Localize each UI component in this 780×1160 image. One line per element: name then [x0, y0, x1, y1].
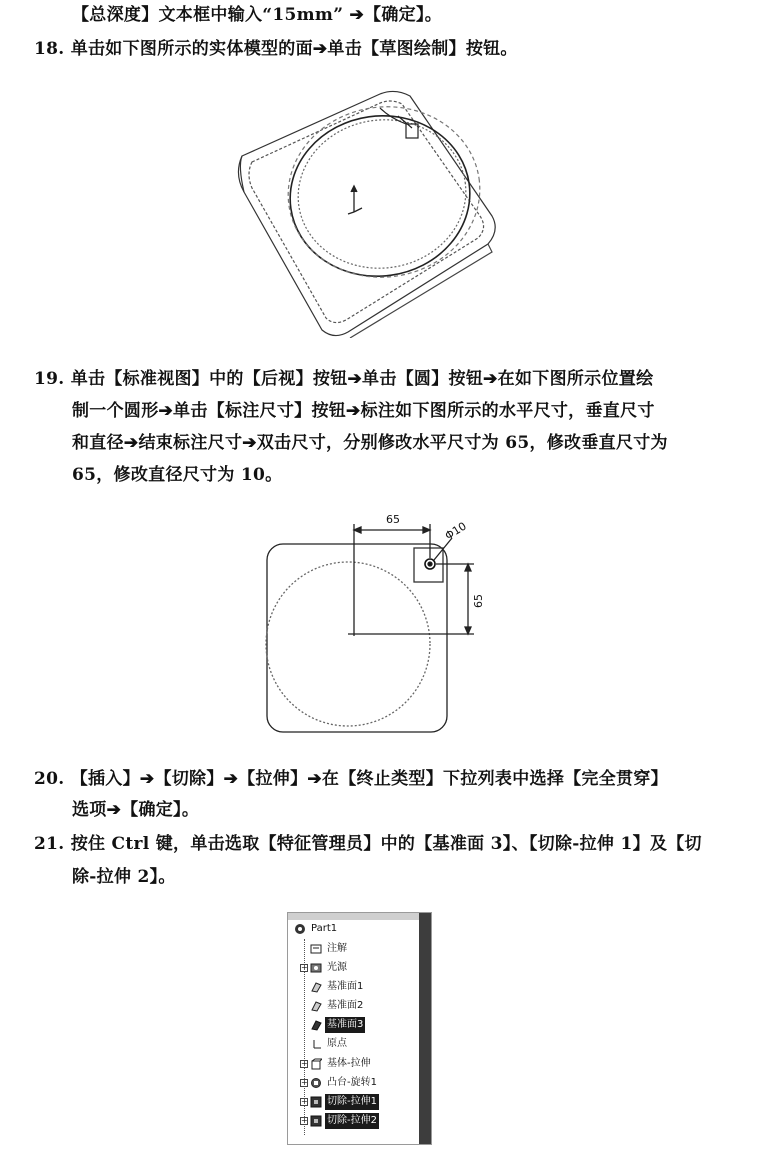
- tree-item-label: 凸台-旋转1: [327, 1077, 377, 1088]
- expand-icon[interactable]: +: [301, 1116, 308, 1125]
- tree-item-label: 原点: [327, 1038, 347, 1049]
- tree-item-boss-revolve[interactable]: [300, 1075, 379, 1091]
- tree-item-label: 基准面3: [325, 1017, 365, 1033]
- extrude-icon: [310, 1058, 322, 1070]
- tree-item-plane-2[interactable]: [300, 998, 365, 1014]
- tree-scrollbar[interactable]: [419, 913, 431, 1144]
- tree-item-cut-extrude-1[interactable]: [300, 1094, 379, 1110]
- step-19-line-3: 和直径➔结束标注尺寸➔双击尺寸，分别修改水平尺寸为 65，修改垂直尺寸为: [72, 433, 668, 453]
- part-icon: [294, 923, 306, 935]
- tree-item-origin[interactable]: [300, 1036, 349, 1052]
- expand-icon[interactable]: +: [301, 1097, 308, 1106]
- instruction-line-top: 【总深度】文本框中输入“15mm” ➔【确定】。: [72, 5, 443, 25]
- cut-extrude-icon: [310, 1115, 322, 1127]
- step-19-line-1: 19. 单击【标准视图】中的【后视】按钮➔单击【圆】按钮➔在如下图所示位置绘: [34, 369, 654, 389]
- step-19-line-4: 65，修改直径尺寸为 10。: [72, 465, 283, 485]
- tree-item-label: 基准面2: [327, 1000, 364, 1011]
- annotation-icon: [310, 943, 322, 955]
- dimension-vertical-label: 65: [472, 594, 485, 608]
- step-21-line-1: 21. 按住 Ctrl 键，单击选取【特征管理员】中的【基准面 3】、【切除-拉伸 1】及【切: [34, 834, 702, 854]
- origin-icon: [310, 1038, 322, 1050]
- solid-model-figure: [230, 88, 510, 338]
- tree-item-label: 切除-拉伸2: [325, 1113, 379, 1129]
- tree-item-base-extrude[interactable]: [300, 1056, 373, 1072]
- tree-root-label: Part1: [311, 923, 338, 934]
- tree-item-label: 基准面1: [327, 981, 364, 992]
- expand-icon[interactable]: +: [301, 1078, 308, 1087]
- plane-icon: [310, 1000, 322, 1012]
- expand-icon[interactable]: +: [301, 1059, 308, 1068]
- light-icon: [310, 962, 322, 974]
- step-20-line-2: 选项➔【确定】。: [72, 800, 200, 820]
- tree-item-plane-1[interactable]: [300, 979, 365, 995]
- tree-item-annotation[interactable]: [300, 941, 349, 957]
- tree-root-part[interactable]: [294, 921, 339, 937]
- tree-item-label: 切除-拉伸1: [325, 1094, 379, 1110]
- expand-icon[interactable]: +: [301, 963, 308, 972]
- plane-icon: [310, 981, 322, 993]
- step-20-line-1: 20. 【插入】➔【切除】➔【拉伸】➔在【终止类型】下拉列表中选择【完全贯穿】: [34, 769, 668, 789]
- tree-item-label: 基体-拉伸: [327, 1058, 371, 1069]
- cut-extrude-icon: [310, 1096, 322, 1108]
- revolve-icon: [310, 1077, 322, 1089]
- tree-item-label: 注解: [327, 943, 347, 954]
- tree-item-cut-extrude-2[interactable]: [300, 1113, 379, 1129]
- tree-item-plane-3[interactable]: [300, 1017, 365, 1033]
- step-21-line-2: 除-拉伸 2】。: [72, 867, 176, 887]
- tree-item-lights[interactable]: [300, 960, 349, 976]
- tree-item-label: 光源: [327, 962, 347, 973]
- feature-manager-tree: [287, 912, 432, 1145]
- sketch-dimension-figure: [262, 508, 502, 738]
- plane-icon: [310, 1019, 322, 1031]
- step-19-line-2: 制一个圆形➔单击【标注尺寸】按钮➔标注如下图所示的水平尺寸，垂直尺寸: [72, 401, 655, 421]
- step-18: 18. 单击如下图所示的实体模型的面➔单击【草图绘制】按钮。: [34, 39, 518, 59]
- dimension-diameter-label: Φ10: [442, 519, 469, 543]
- tree-title-bar: [288, 913, 419, 920]
- dimension-horizontal-label: 65: [386, 513, 400, 526]
